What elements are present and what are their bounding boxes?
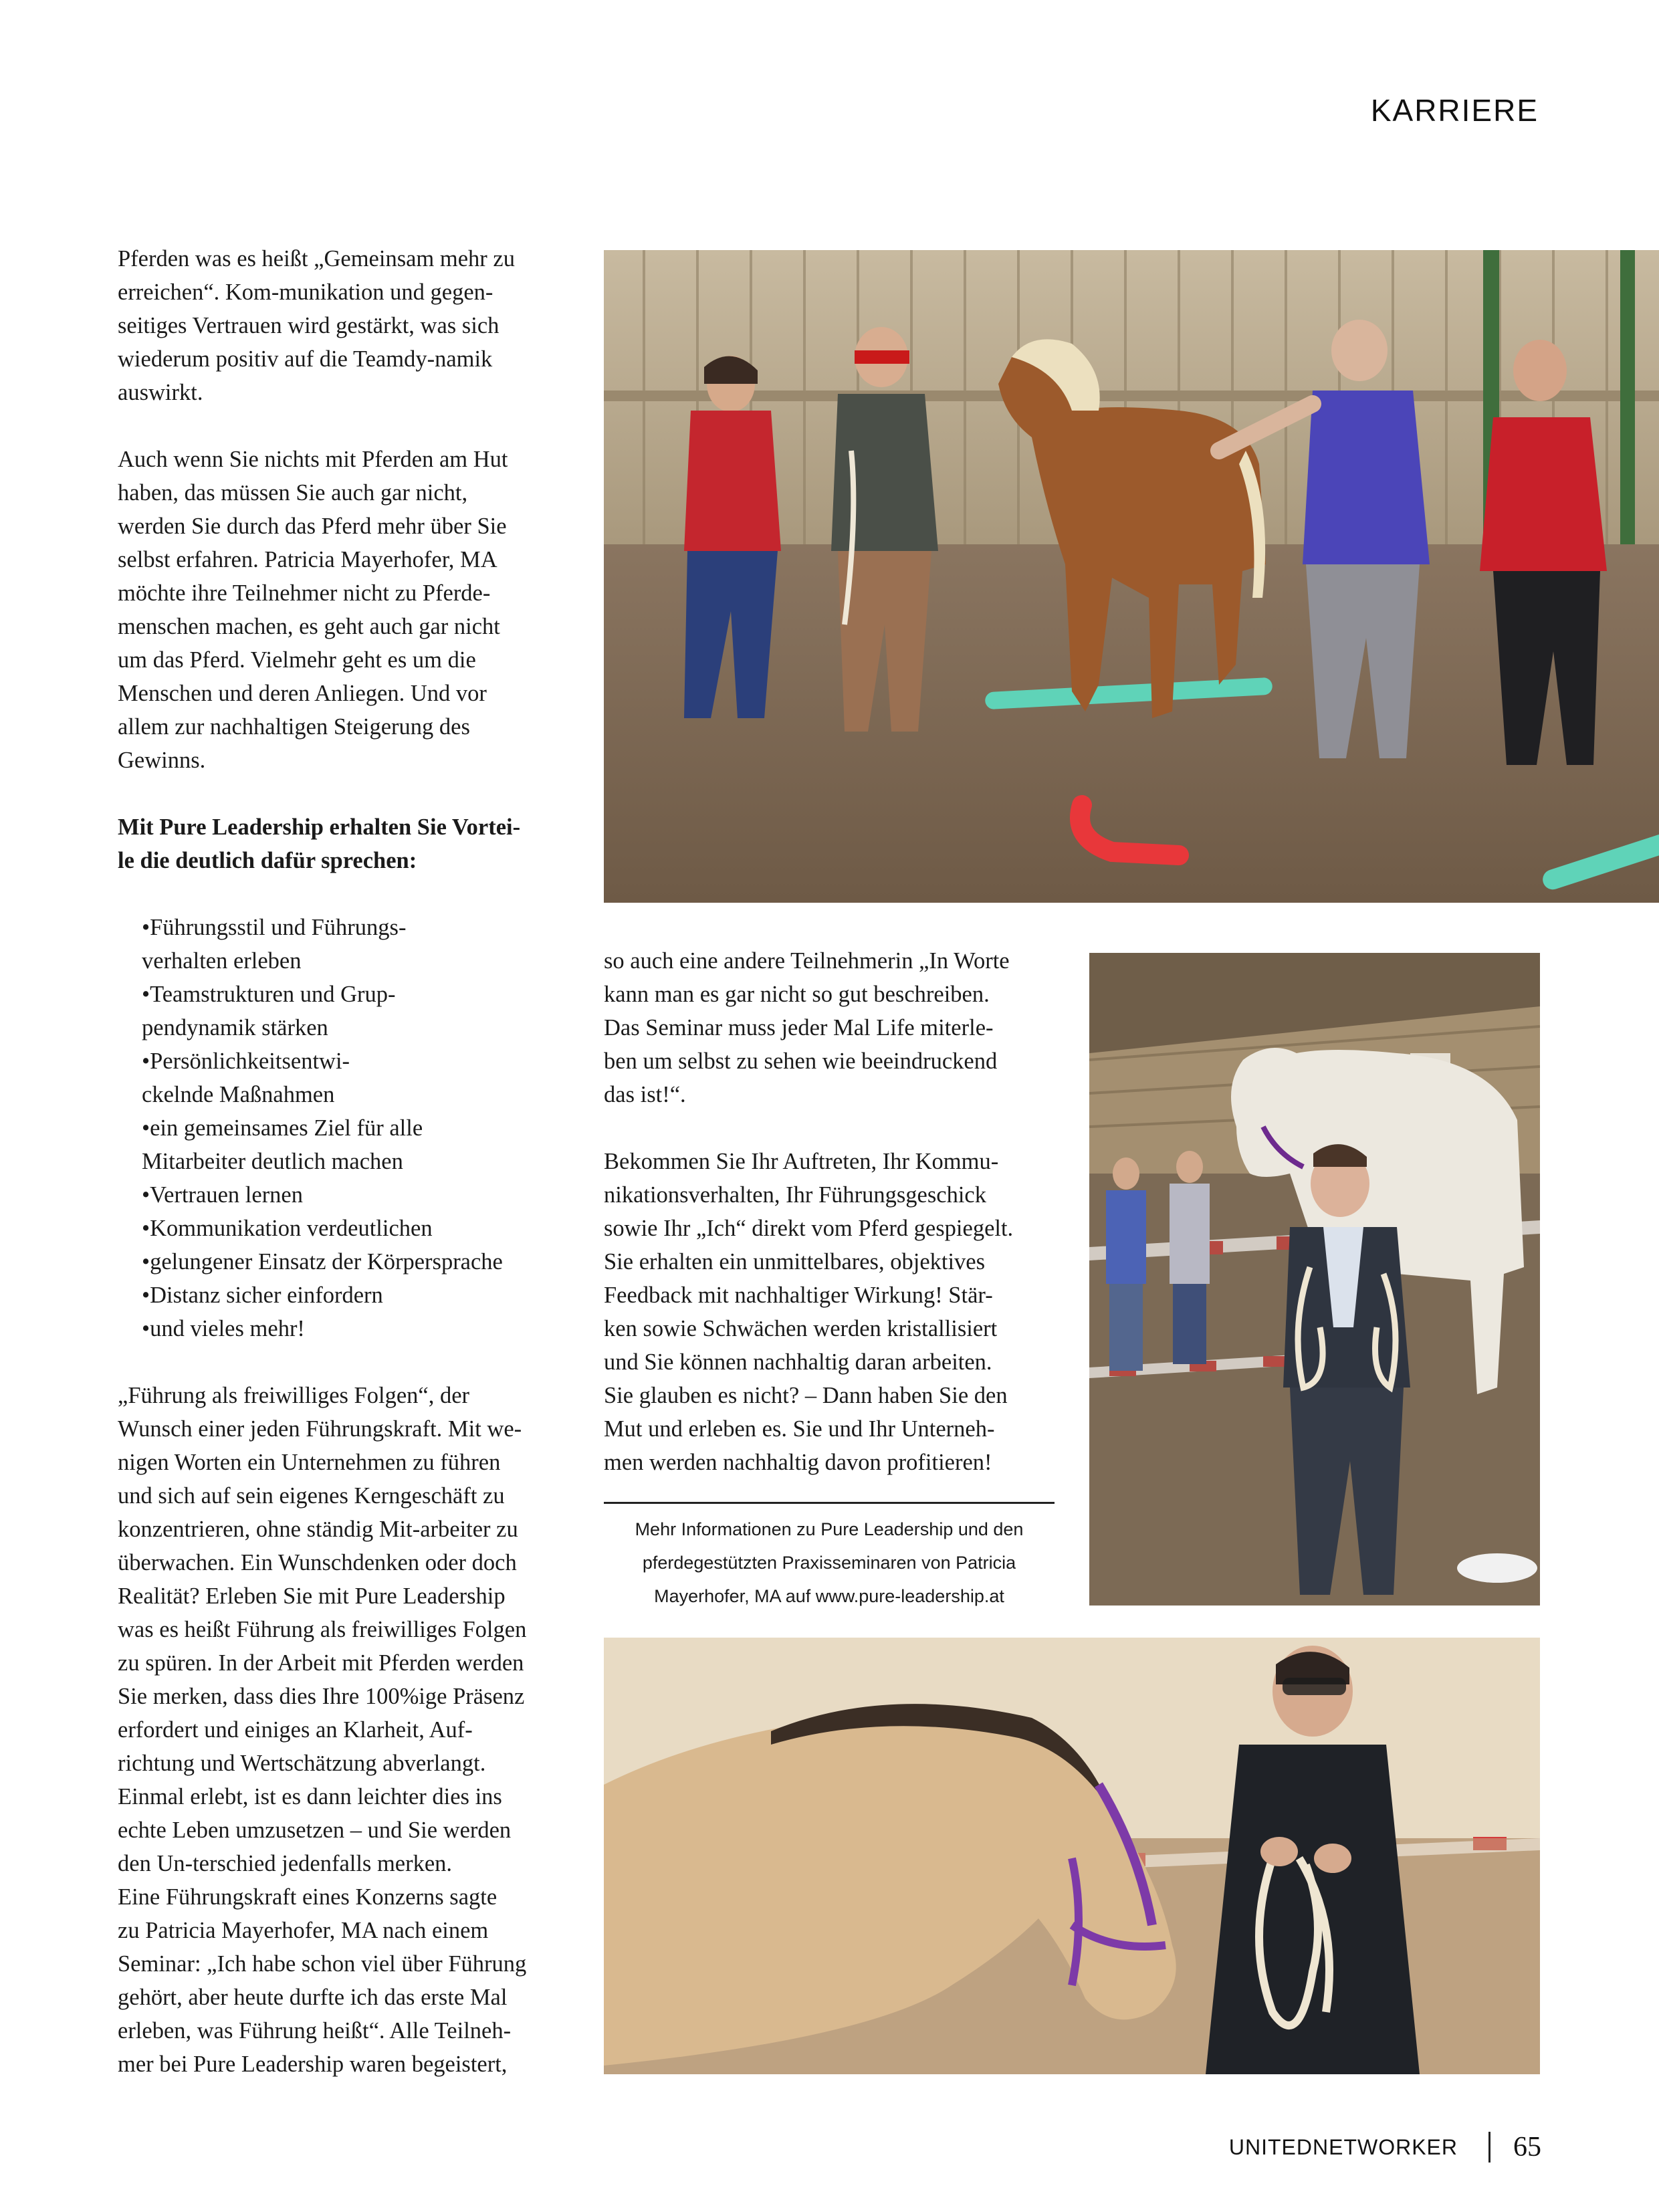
page-number: 65 [1513,2132,1541,2163]
photo-man-with-dun-horse-image [604,1638,1540,2074]
list-item: •und vieles mehr! [142,1316,305,1341]
list-item: verhalten erleben [142,948,302,974]
list-item: •Teamstrukturen und Grup- [142,982,396,1007]
info-caption: Mehr Informationen zu Pure Leadership und den pferdegestützten Praxisseminaren von Patricia Mayerhofer, MA auf www.pure-leadership.at [635,1519,1024,1606]
photo-man-with-dun-horse [604,1638,1540,2074]
paragraph: Pferden was es heißt „Gemeinsam mehr zu erreichen“. Kom-munikation und gegen- seitiges Vertrauen wird gestärkt, was sich wiederum positiv auf die Teamdy-namik auswirkt. [118,246,515,405]
list-item: •gelungener Einsatz der Körpersprache [142,1249,503,1275]
paragraph: so auch eine andere Teilnehmerin „In Worte kann man es gar nicht so gut beschreiben. Das Seminar muss jeder Mal Life miterle- ben um selbst zu sehen wie beeindruckend das ist!“. [604,948,1010,1107]
section-label: KARRIERE [1370,93,1539,128]
page-footer [1229,2129,1541,2165]
benefits-heading: Mit Pure Leadership erhalten Sie Vortei- le die deutlich dafür sprechen: [118,814,521,873]
photo-group-with-horse-image [604,250,1659,903]
left-text-column [118,242,586,2081]
photo-man-with-white-horse [1089,953,1540,1606]
list-item: Mitarbeiter deutlich machen [142,1149,403,1174]
caption-divider [604,1502,1055,1504]
middle-text-column [604,944,1059,1479]
list-item: ckelnde Maßnahmen [142,1082,335,1107]
list-item: •Vertrauen lernen [142,1182,303,1208]
list-item: •Persönlichkeitsentwi- [142,1048,350,1074]
magazine-name: UNITEDNETWORKER [1228,2134,1458,2159]
list-item: •Führungsstil und Führungs- [142,915,407,940]
benefits-list [142,911,586,1345]
paragraph: Auch wenn Sie nichts mit Pferden am Hut haben, das müssen Sie auch gar nicht, werden Sie durch das Pferd mehr über Sie selbst erfahren. Patricia Mayerhofer, MA möchte ihre Teilnehmer nicht zu Pferde- menschen machen, es geht auch gar nicht um das Pferd. Vielmehr geht es um die Menschen und deren Anliegen. Und vor allem zur nachhaltigen Steigerung des Gewinns. [118,447,508,773]
paragraph: Bekommen Sie Ihr Auftreten, Ihr Kommu- nikationsverhalten, Ihr Führungsgeschick sowie Ihr „Ich“ direkt vom Pferd gespiegelt. Sie erhalten ein unmittelbares, objektives Feedback mit nachhaltiger Wirkung! Stär- ken sowie Schwächen werden kristallisiert und Sie können nachhaltig daran arbeiten. Sie glauben es nicht? – Dann haben Sie den Mut und erleben es. Sie und Ihr Unterneh- men werden nachhaltig davon profitieren! [604,1149,1014,1475]
paragraph: „Führung als freiwilliges Folgen“, der Wunsch einer jeden Führungskraft. Mit we- nigen Worten ein Unternehmen zu führen und sich auf sein eigenes Kerngeschäft zu konzentrieren, ohne ständig Mit-arbeiter zu überwachen. Ein Wunschdenken oder doch Realität? Erleben Sie mit Pure Leadership was es heißt Führung als freiwilliges Folgen zu spüren. In der Arbeit mit Pferden werden Sie merken, dass dies Ihre 100%ige Präsenz erfordert und einiges an Klarheit, Auf- richtung und Wertschätzung abverlangt. Einmal erlebt, ist es dann leichter dies ins echte Leben umzusetzen – und Sie werden den Un-terschied jedenfalls merken. Eine Führungskraft eines Konzerns sagte zu Patricia Mayerhofer, MA nach einem Seminar: „Ich habe schon viel über Führung gehört, aber heute durfte ich das erste Mal erleben, was Führung heißt“. Alle Teilneh- mer bei Pure Leadership waren begeistert, [118,1383,527,2077]
list-item: •ein gemeinsames Ziel für alle [142,1115,423,1141]
photo-man-with-white-horse-image [1089,953,1540,1606]
footer-divider [1488,2132,1490,2163]
list-item: pendynamik stärken [142,1015,328,1040]
list-item: •Distanz sicher einfordern [142,1283,383,1308]
photo-group-with-horse [604,250,1659,903]
list-item: •Kommunikation verdeutlichen [142,1216,433,1241]
